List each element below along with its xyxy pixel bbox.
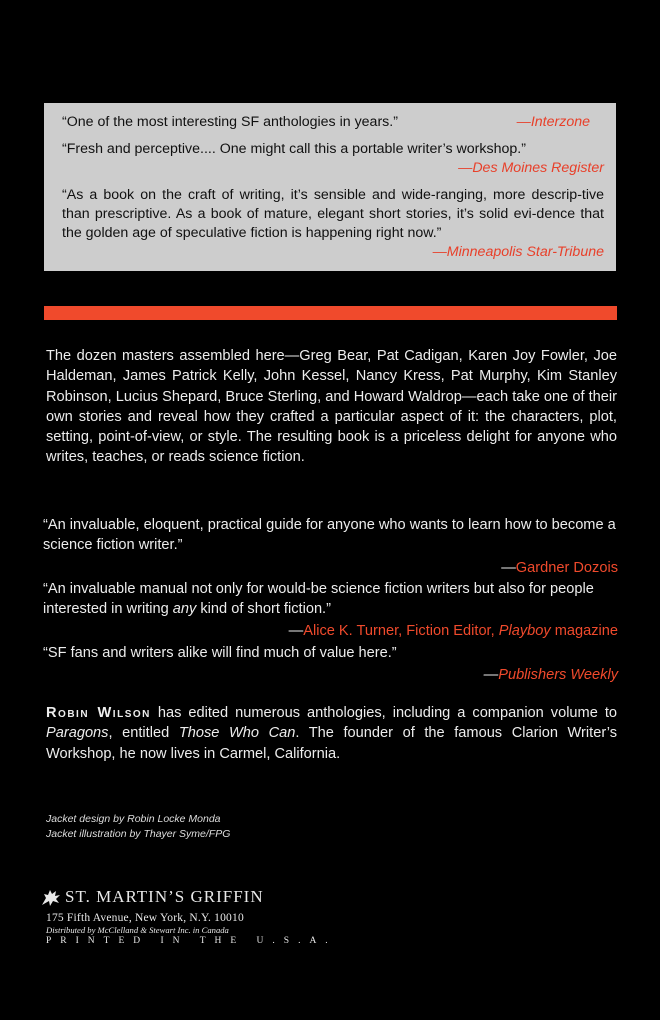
- jacket-design-credit: Jacket design by Robin Locke Monda: [46, 813, 221, 825]
- quote-source: —Des Moines Register: [458, 160, 604, 176]
- publisher-address: 175 Fifth Avenue, New York, N.Y. 10010: [46, 912, 244, 924]
- jacket-illustration-credit: Jacket illustration by Thayer Syme/FPG: [46, 827, 231, 840]
- praise-text: “SF fans and writers alike will find much of value here.”: [43, 644, 397, 661]
- review-quote: [62, 186, 604, 262]
- quote-text: “One of the most interesting SF anthologies in years.”: [62, 114, 398, 130]
- praise-quote: [40, 515, 618, 578]
- griffin-logo-icon: [40, 885, 64, 909]
- printed-in-note: PRINTED IN THE U.S.A.: [46, 936, 337, 946]
- editor-bio: Robin Wilson has edited numerous anthologies, including a companion volume to Paragons, entitled Those Who Can. The founder of the famous Clarion Writer’s Workshop, he now lives in Carmel, California.: [46, 705, 618, 762]
- accent-divider-bar: [44, 306, 617, 320]
- praise-source: —Publishers Weekly: [483, 667, 618, 684]
- quote-source: —Interzone: [516, 114, 590, 130]
- praise-text: “An invaluable manual not only for would-be science fiction writers but also for people interested in writing any kind of short fiction.”: [43, 580, 594, 618]
- publisher-name: ST. MARTIN’S GRIFFIN: [65, 887, 264, 906]
- review-quote: [62, 140, 604, 178]
- praise-source: —Gardner Dozois: [501, 559, 618, 576]
- praise-source: —Alice K. Turner, Fiction Editor, Playboy magazine: [288, 623, 618, 640]
- editor-name: Robin Wilson: [46, 705, 151, 721]
- quote-source: —Minneapolis Star-Tribune: [432, 244, 604, 260]
- review-quote-box: [44, 103, 616, 271]
- quote-text: “As a book on the craft of writing, it’s sensible and wide-ranging, more descrip-tive than prescriptive. As a book of mature, elegant short stories, it’s solid evi-dence that the golden age of speculative fiction is happening right now.”: [62, 187, 604, 241]
- quote-text: “Fresh and perceptive.... One might call this a portable writer’s workshop.”: [62, 141, 526, 157]
- praise-section: [40, 515, 618, 686]
- distribution-note: Distributed by McClelland & Stewart Inc. in Canada: [46, 925, 229, 935]
- praise-quote: [40, 579, 618, 642]
- publisher-imprint: [40, 884, 360, 946]
- jacket-credits: [46, 812, 230, 841]
- praise-text: “An invaluable, eloquent, practical guide for anyone who wants to learn how to become a science fiction writer.”: [43, 517, 616, 554]
- praise-quote: [40, 643, 618, 686]
- review-quote: [62, 113, 604, 132]
- book-description: The dozen masters assembled here—Greg Bear, Pat Cadigan, Karen Joy Fowler, Joe Haldeman, James Patrick Kelly, John Kessel, Nancy Kress, Pat Murphy, Kim Stanley Robinson, Lucius Shepard, Bruce Sterling, and Howard Waldrop—each take one of their own stories and reveal how they crafted a particular aspect of it: the characters, plot, setting, point-of-view, or style. The resulting book is a priceless delight for anyone who writes, teaches, or reads science fiction.: [46, 348, 617, 466]
